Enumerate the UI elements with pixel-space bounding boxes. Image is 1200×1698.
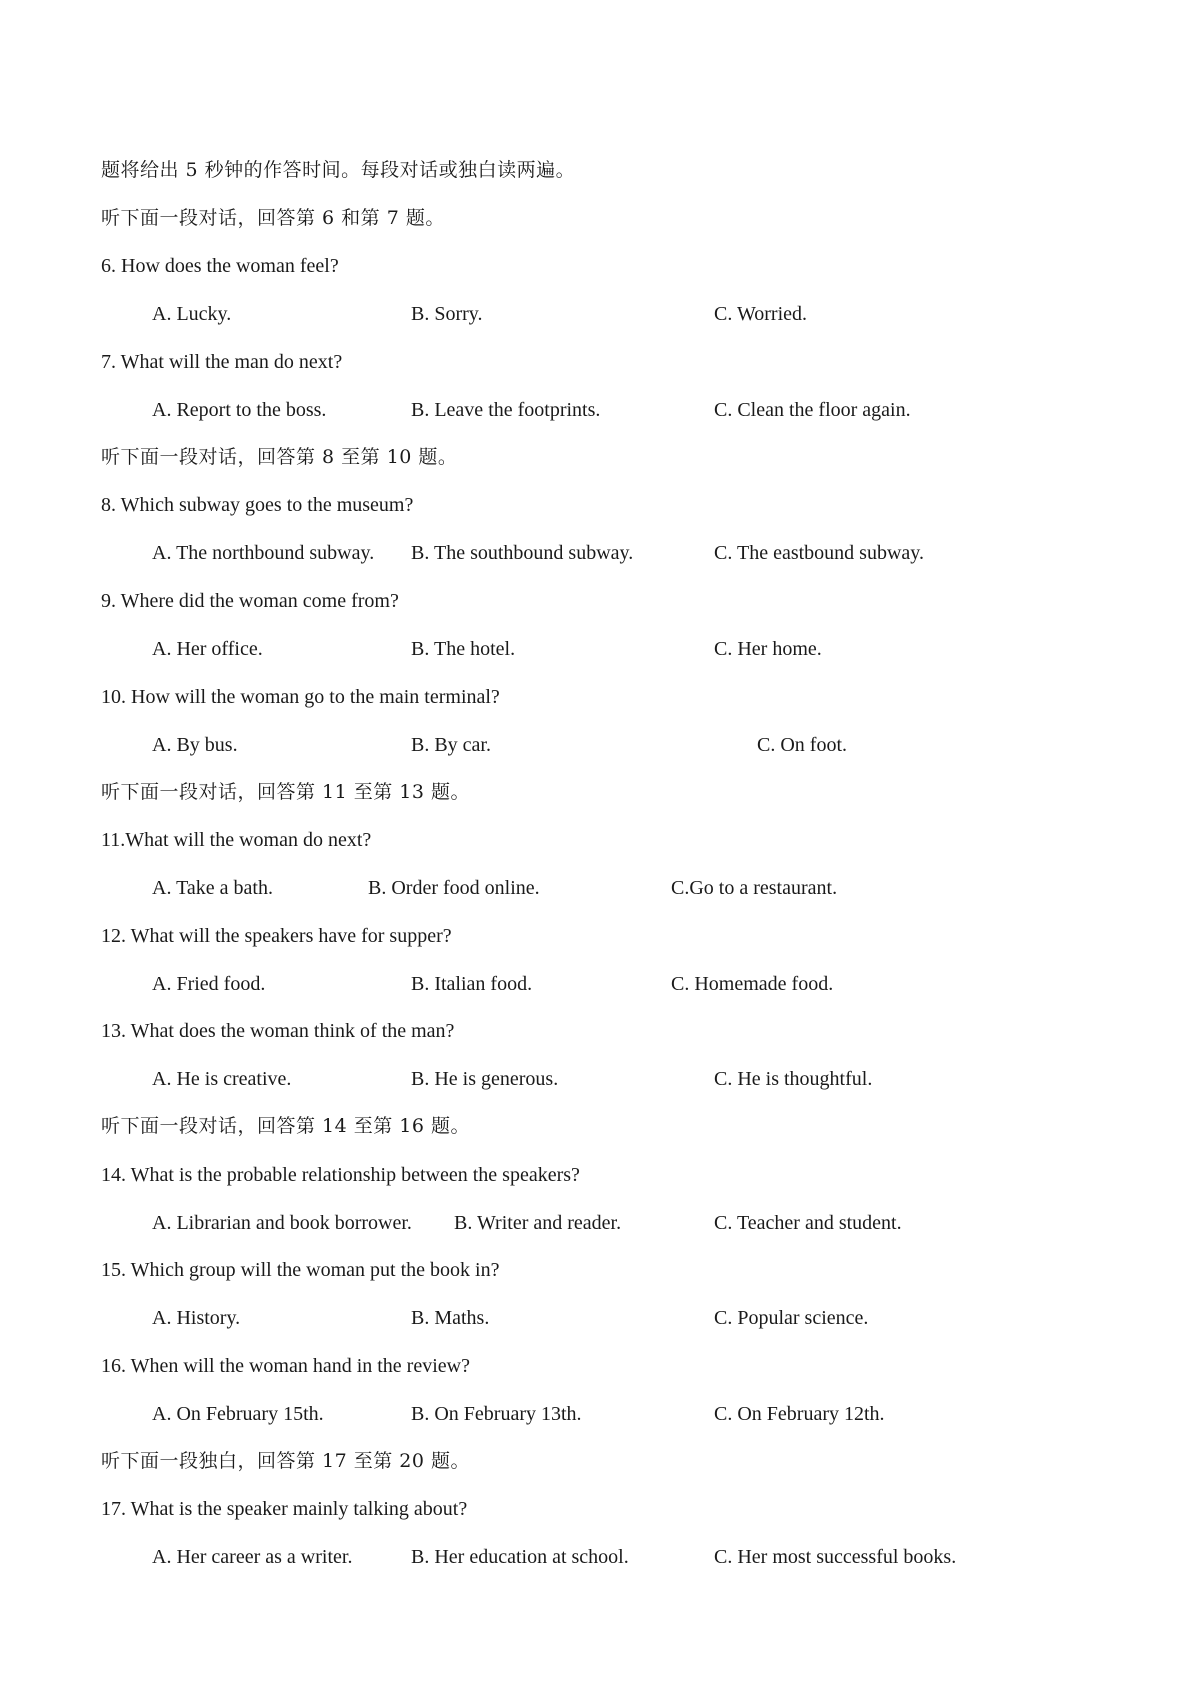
option-a: A. Report to the boss.: [152, 399, 327, 421]
option-c: C. Her home.: [714, 638, 822, 660]
option-c: C. Teacher and student.: [714, 1212, 902, 1234]
option-b: B. Writer and reader.: [454, 1212, 622, 1234]
question-text: 11.What will the woman do next?: [101, 829, 372, 851]
option-c: C. On February 12th.: [714, 1403, 885, 1425]
option-b: B. Maths.: [411, 1307, 490, 1329]
question-10: [0, 677, 1200, 717]
options-13: [0, 1059, 1200, 1099]
options-7: [0, 390, 1200, 430]
option-a: A. Fried food.: [152, 973, 266, 995]
options-6: [0, 294, 1200, 334]
question-16: [0, 1346, 1200, 1386]
option-b: B. Sorry.: [411, 303, 483, 325]
question-17: [0, 1489, 1200, 1529]
section-heading-4: [0, 1106, 1200, 1146]
section-heading-text: 听下面一段对话，回答第 14 至第 16 题。: [101, 1115, 471, 1137]
question-text: 13. What does the woman think of the man?: [101, 1020, 455, 1042]
intro-line: [0, 150, 1200, 190]
option-c: C. He is thoughtful.: [714, 1068, 873, 1090]
question-text: 6. How does the woman feel?: [101, 255, 339, 277]
option-b: B. Italian food.: [411, 973, 533, 995]
section-heading-2: [0, 437, 1200, 477]
options-15: [0, 1298, 1200, 1338]
option-c: C. Popular science.: [714, 1307, 869, 1329]
options-10: [0, 725, 1200, 765]
option-c: C. The eastbound subway.: [714, 542, 924, 564]
option-a: A. Take a bath.: [152, 877, 273, 899]
question-14: [0, 1155, 1200, 1195]
option-b: B. Order food online.: [368, 877, 540, 899]
section-heading-1: [0, 198, 1200, 238]
question-text: 10. How will the woman go to the main terminal?: [101, 686, 500, 708]
option-a: A. By bus.: [152, 734, 238, 756]
option-c: C. Clean the floor again.: [714, 399, 911, 421]
question-13: [0, 1011, 1200, 1051]
option-a: A. History.: [152, 1307, 241, 1329]
question-text: 14. What is the probable relationship between the speakers?: [101, 1164, 580, 1186]
option-a: A. Her office.: [152, 638, 263, 660]
option-a: A. The northbound subway.: [152, 542, 375, 564]
section-heading-text: 听下面一段对话，回答第 8 至第 10 题。: [101, 446, 458, 468]
option-c: C. On foot.: [757, 734, 847, 756]
question-text: 15. Which group will the woman put the book in?: [101, 1259, 500, 1281]
intro-text: 题将给出 5 秒钟的作答时间。每段对话或独白读两遍。: [101, 159, 576, 181]
option-b: B. Her education at school.: [411, 1546, 629, 1568]
options-12: [0, 964, 1200, 1004]
section-heading-text: 听下面一段对话，回答第 11 至第 13 题。: [101, 781, 471, 803]
question-8: [0, 485, 1200, 525]
option-b: B. Leave the footprints.: [411, 399, 601, 421]
option-b: B. By car.: [411, 734, 491, 756]
question-7: [0, 342, 1200, 382]
options-11: [0, 868, 1200, 908]
options-14: [0, 1203, 1200, 1243]
question-9: [0, 581, 1200, 621]
question-11: [0, 820, 1200, 860]
option-b: B. On February 13th.: [411, 1403, 582, 1425]
options-9: [0, 629, 1200, 669]
option-c: C. Homemade food.: [671, 973, 834, 995]
option-a: A. On February 15th.: [152, 1403, 324, 1425]
option-a: A. Lucky.: [152, 303, 232, 325]
option-b: B. The southbound subway.: [411, 542, 634, 564]
option-a: A. Librarian and book borrower.: [152, 1212, 412, 1234]
option-c: C. Worried.: [714, 303, 808, 325]
option-c: C.Go to a restaurant.: [671, 877, 838, 899]
section-heading-text: 听下面一段独白，回答第 17 至第 20 题。: [101, 1450, 471, 1472]
question-text: 8. Which subway goes to the museum?: [101, 494, 414, 516]
question-text: 17. What is the speaker mainly talking about?: [101, 1498, 468, 1520]
option-a: A. He is creative.: [152, 1068, 292, 1090]
options-17: [0, 1537, 1200, 1577]
option-b: B. The hotel.: [411, 638, 516, 660]
section-heading-text: 听下面一段对话，回答第 6 和第 7 题。: [101, 207, 445, 229]
question-text: 9. Where did the woman come from?: [101, 590, 399, 612]
section-heading-5: [0, 1441, 1200, 1481]
question-text: 7. What will the man do next?: [101, 351, 343, 373]
options-16: [0, 1394, 1200, 1434]
option-b: B. He is generous.: [411, 1068, 559, 1090]
question-text: 16. When will the woman hand in the review?: [101, 1355, 470, 1377]
question-text: 12. What will the speakers have for supper?: [101, 925, 452, 947]
section-heading-3: [0, 772, 1200, 812]
option-a: A. Her career as a writer.: [152, 1546, 353, 1568]
question-15: [0, 1250, 1200, 1290]
question-6: [0, 246, 1200, 286]
option-c: C. Her most successful books.: [714, 1546, 957, 1568]
options-8: [0, 533, 1200, 573]
question-12: [0, 916, 1200, 956]
